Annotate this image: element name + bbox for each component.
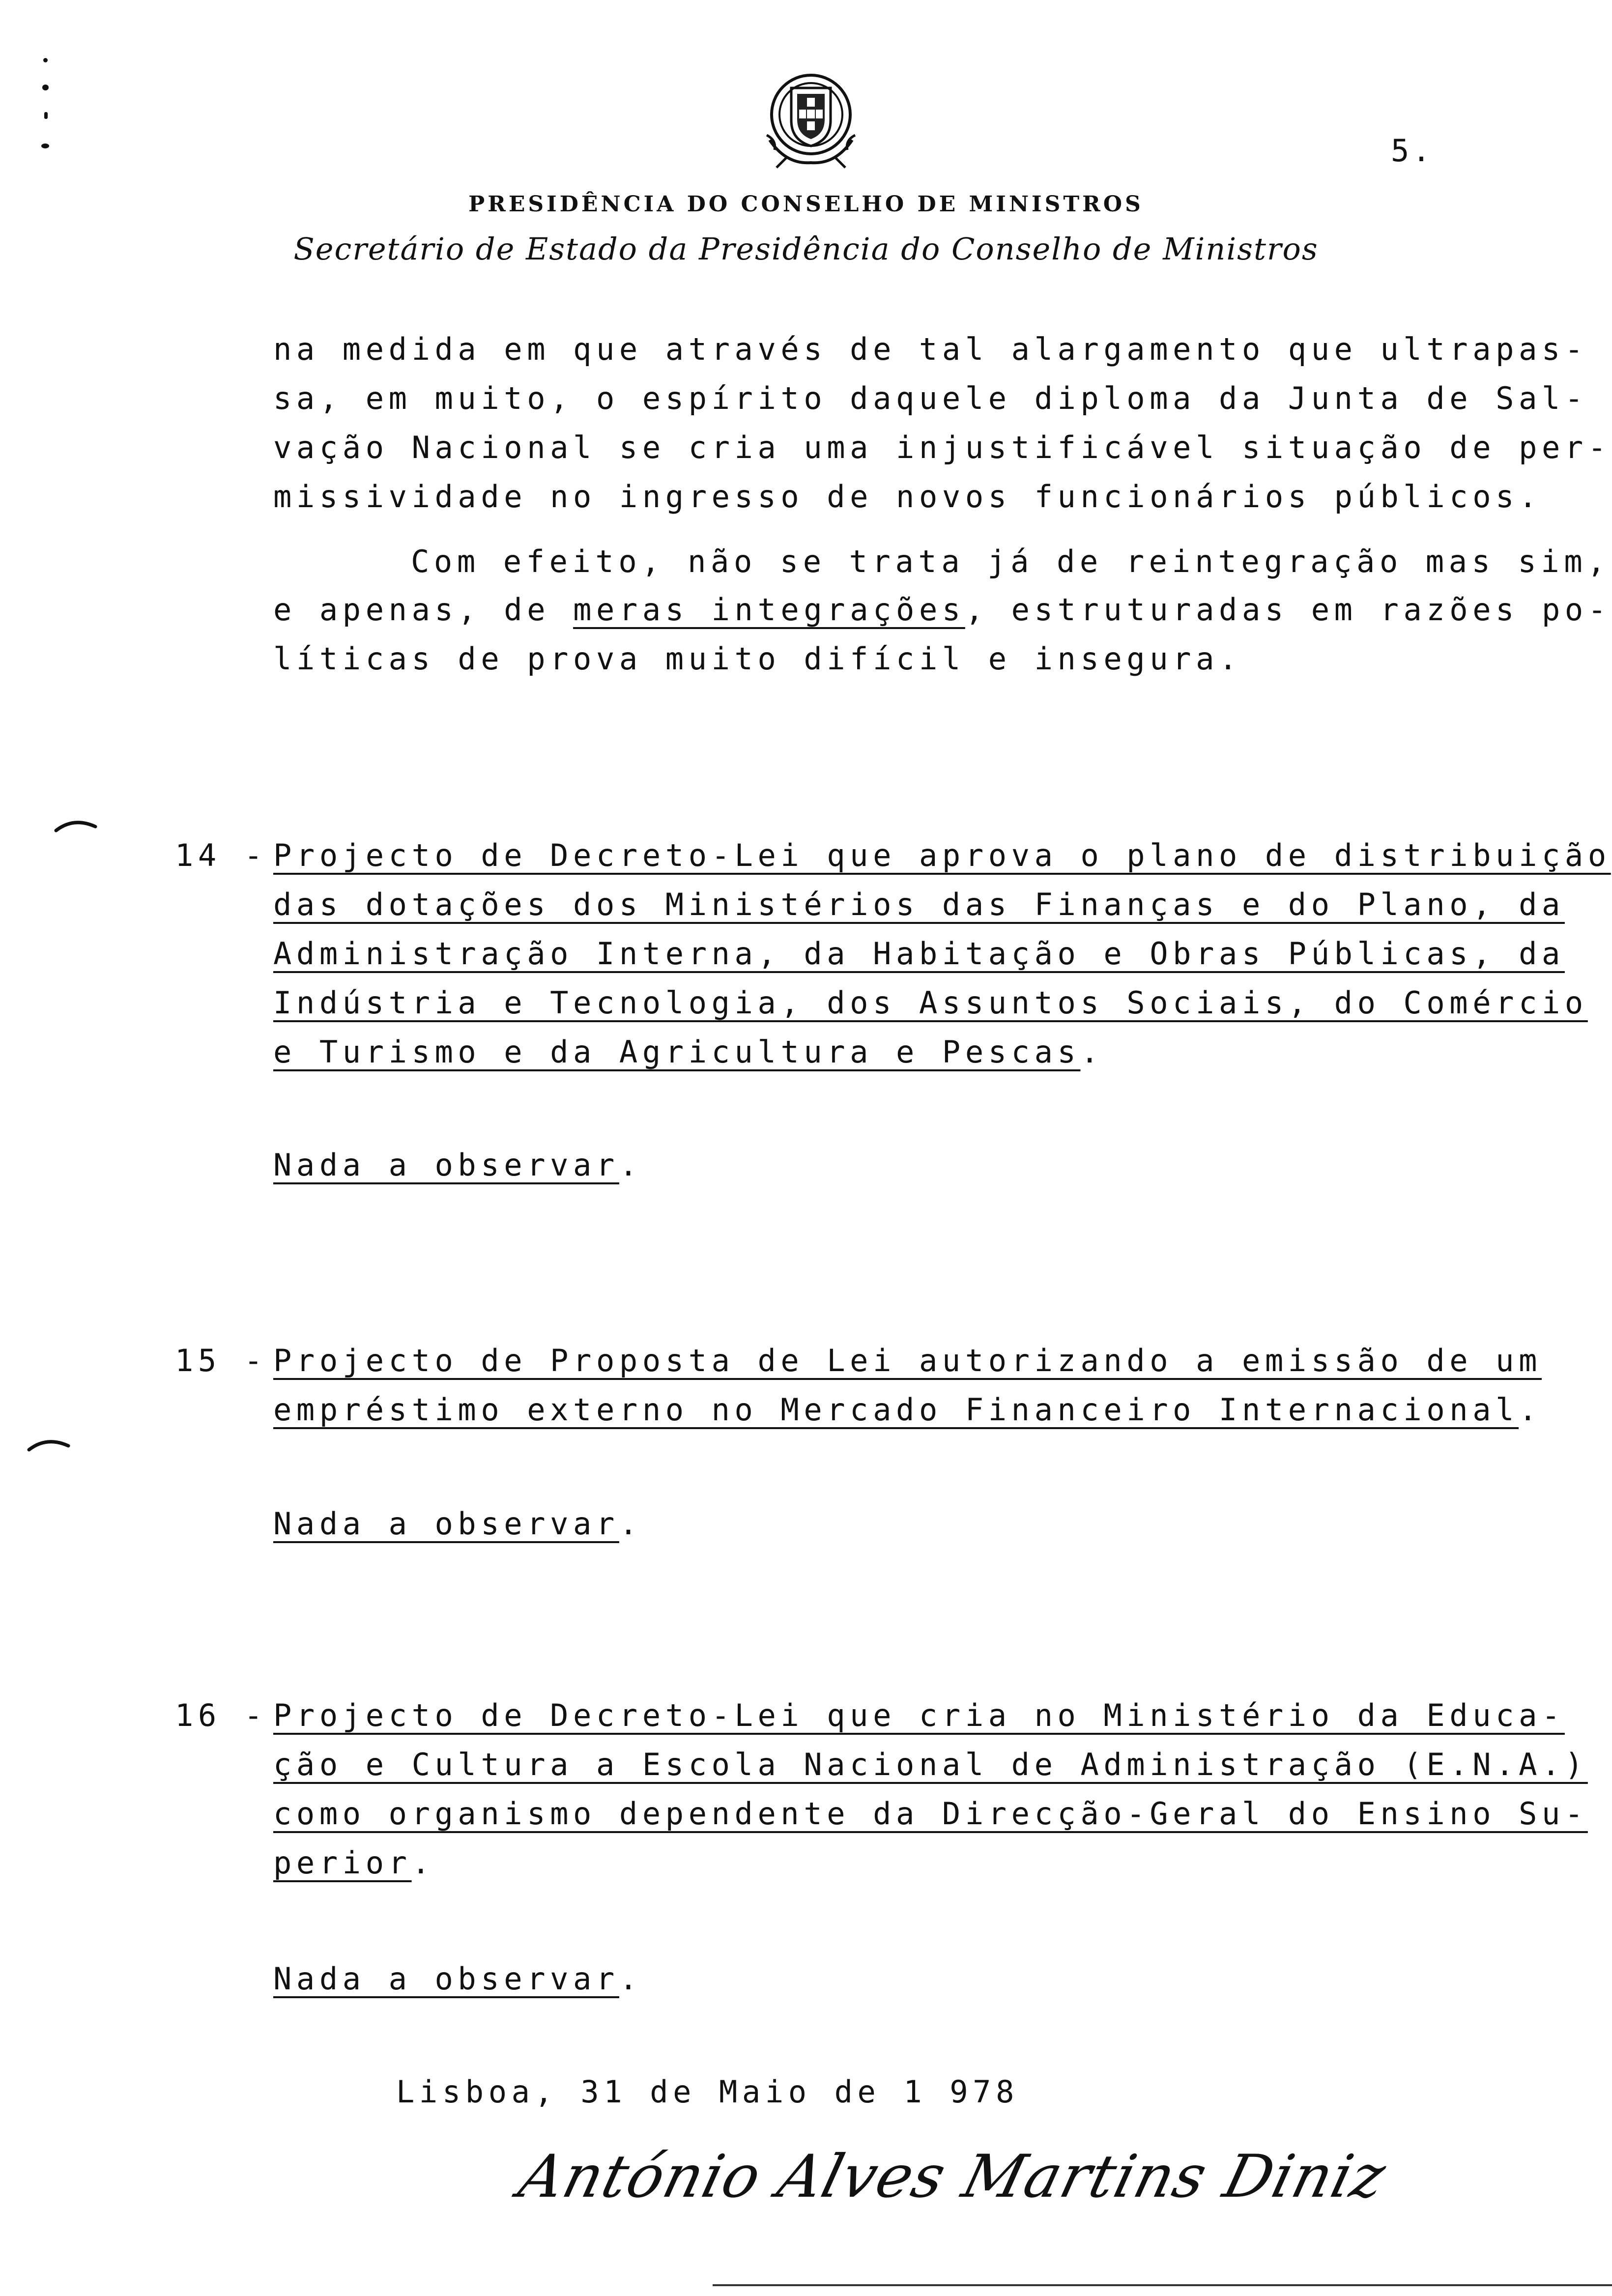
page-number: 5. <box>1391 133 1434 169</box>
item-title-line: ção e Cultura a Escola Nacional de Administração (E.N.A.) <box>273 1747 1588 1782</box>
letterhead-subtitle: Secretário de Estado da Presidência do Conselho de Ministros <box>293 231 1319 267</box>
handwritten-signature: António Alves Martins Diniz <box>512 2143 1393 2211</box>
item-title-line: perior. <box>273 1845 435 1881</box>
body-text-line: sa, em muito, o espírito daquele diploma da Junta de Sal- <box>273 380 1588 416</box>
page-bottom-edge <box>713 2284 1612 2286</box>
item-number: 14 - <box>175 837 290 873</box>
body-text-line: vação Nacional se cria uma injustificável situação de per- <box>273 430 1611 465</box>
item-number: 15 - <box>175 1343 290 1378</box>
margin-tick-mark <box>54 816 98 835</box>
place-and-date: Lisboa, 31 de Maio de 1 978 <box>396 2074 1019 2110</box>
item-title-line: das dotações dos Ministérios das Finanças e do Plano, da <box>273 887 1565 922</box>
item-note: Nada a observar. <box>273 1506 642 1542</box>
item-title-line: Projecto de Decreto-Lei que cria no Ministério da Educa- <box>273 1697 1565 1733</box>
item-title-line: e Turismo e da Agricultura e Pescas. <box>273 1034 1104 1070</box>
letterhead-title: PRESIDÊNCIA DO CONSELHO DE MINISTROS <box>468 192 1144 217</box>
portuguese-coat-of-arms-icon <box>757 66 865 170</box>
body-text-line: Com efeito, não se trata já de reintegração mas sim, <box>411 544 1611 579</box>
body-text-line: na medida em que através de tal alargamento que ultrapas- <box>273 331 1588 367</box>
margin-tick-mark <box>27 1435 71 1455</box>
margin-mark <box>44 112 48 119</box>
item-title-line: Projecto de Proposta de Lei autorizando a emissão de um <box>273 1343 1542 1378</box>
item-title-line: Projecto de Decreto-Lei que aprova o plano de distribuição <box>273 837 1611 873</box>
body-text-line: líticas de prova muito difícil e insegura. <box>273 641 1242 677</box>
item-title-line: empréstimo externo no Mercado Financeiro Internacional. <box>273 1392 1542 1428</box>
margin-mark <box>43 58 48 62</box>
item-title-line: como organismo dependente da Direcção-Geral do Ensino Su- <box>273 1796 1588 1832</box>
margin-mark <box>42 85 49 90</box>
item-title-line: Administração Interna, da Habitação e Obras Públicas, da <box>273 936 1565 972</box>
body-text-line: missividade no ingresso de novos funcionários públicos. <box>273 479 1542 515</box>
body-text-line: e apenas, de meras integrações, estruturadas em razões po- <box>273 592 1611 628</box>
item-note: Nada a observar. <box>273 1961 642 1997</box>
underlined-phrase: meras integrações <box>573 592 965 628</box>
item-number: 16 - <box>175 1697 290 1733</box>
item-title-line: Indústria e Tecnologia, dos Assuntos Sociais, do Comércio <box>273 985 1588 1021</box>
item-note: Nada a observar. <box>273 1147 642 1183</box>
margin-mark <box>41 144 49 148</box>
